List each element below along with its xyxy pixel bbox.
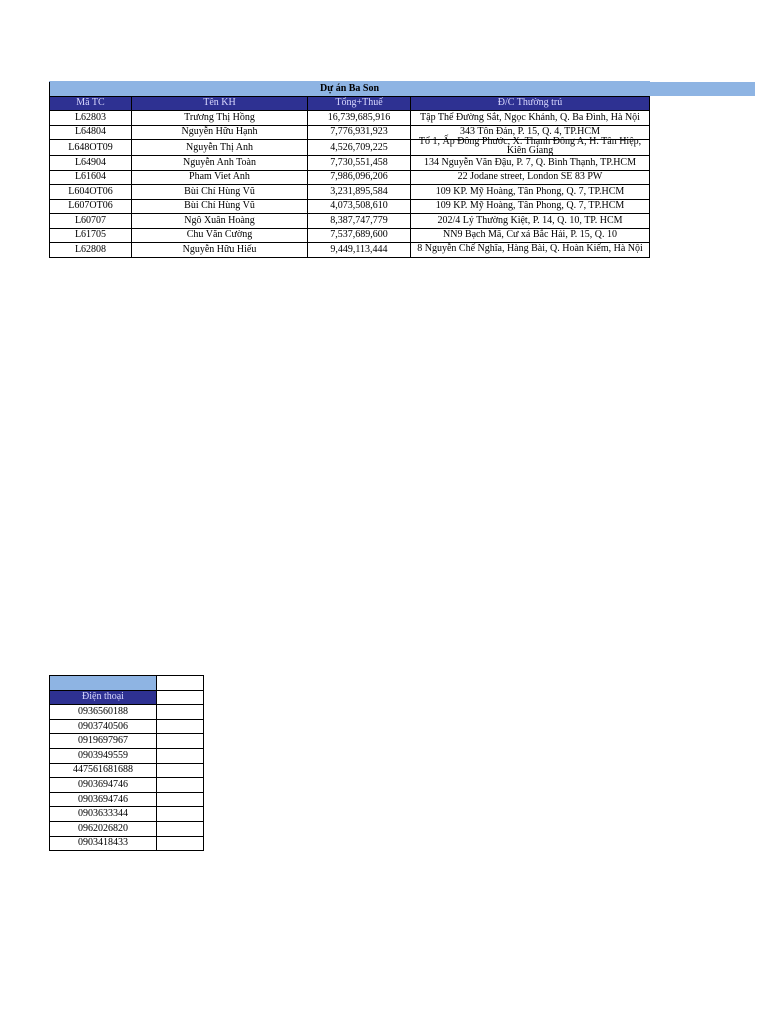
phone-table [49,675,204,851]
table-row [50,140,650,156]
table-row [50,185,650,200]
cell-address: Tập Thể Đường Sắt, Ngọc Khánh, Q. Ba Đình, Hà Nội [411,111,650,126]
phone-number: 0903949559 [50,748,157,763]
cell-code: L604OT06 [50,185,132,200]
cell-code: L64804 [50,125,132,140]
phone-row [50,778,204,793]
cell-address: 109 KP. Mỹ Hoàng, Tân Phong, Q. 7, TP.HCM [411,199,650,214]
cell-name: Nguyễn Anh Toàn [132,156,308,171]
cell-total: 7,776,931,923 [308,125,411,140]
cell-total: 4,073,508,610 [308,199,411,214]
header-name: Tên KH [132,96,308,111]
table-row [50,199,650,214]
cell-code: L648OT09 [50,140,132,156]
cell-total: 7,730,551,458 [308,156,411,171]
cell-address: 109 KP. Mỹ Hoàng, Tân Phong, Q. 7, TP.HCM [411,185,650,200]
project-title: Dự án Ba Son [50,82,650,97]
cell-code: L61604 [50,170,132,185]
phone-number: 0919697967 [50,734,157,749]
header-fill-band [649,82,755,96]
phone-row [50,705,204,720]
table-row [50,228,650,243]
phone-row [50,763,204,778]
cell-total: 16,739,685,916 [308,111,411,126]
phone-header: Điện thoại [50,690,157,705]
table-row [50,243,650,258]
cell-total: 3,231,895,584 [308,185,411,200]
phone-extra-cell [157,676,204,691]
phone-extra-cell [157,705,204,720]
phone-extra-cell [157,778,204,793]
phone-number: 0903740506 [50,719,157,734]
cell-address: 134 Nguyễn Văn Đậu, P. 7, Q. Bình Thạnh, TP.HCM [411,156,650,171]
phone-blank-cell [50,676,157,691]
phone-number: 0962026820 [50,821,157,836]
address-wrapped-text: 8 Nguyễn Chế Nghĩa, Hàng Bài, Q. Hoàn Kiếm, Hà Nội [417,242,643,254]
phone-extra-cell [157,836,204,851]
phone-extra-cell [157,734,204,749]
phone-number: 0903418433 [50,836,157,851]
cell-total: 7,537,689,600 [308,228,411,243]
phone-number: 0903694746 [50,792,157,807]
phone-number: 0903633344 [50,807,157,822]
phone-row [50,748,204,763]
cell-code: L64904 [50,156,132,171]
phone-extra-cell [157,763,204,778]
cell-total: 4,526,709,225 [308,140,411,156]
phone-extra-cell [157,690,204,705]
cell-name: Pham Viet Anh [132,170,308,185]
phone-row [50,807,204,822]
table-header-row [50,96,650,111]
phone-header-row [50,690,204,705]
phone-extra-cell [157,807,204,822]
cell-code: L62803 [50,111,132,126]
table-row [50,156,650,171]
phone-blank-row [50,676,204,691]
cell-address: 202/4 Lý Thường Kiệt, P. 14, Q. 10, TP. HCM [411,214,650,229]
header-total: Tổng+Thuế [308,96,411,111]
phone-extra-cell [157,792,204,807]
table-row [50,214,650,229]
cell-code: L607OT06 [50,199,132,214]
phone-extra-cell [157,821,204,836]
cell-code: L62808 [50,243,132,258]
header-address: Đ/C Thường trú [411,96,650,111]
cell-total: 7,986,096,206 [308,170,411,185]
table-title-row [50,82,650,97]
cell-total: 9,449,113,444 [308,243,411,258]
cell-name: Chu Văn Cường [132,228,308,243]
cell-code: L61705 [50,228,132,243]
cell-name: Nguyễn Hữu Hạnh [132,125,308,140]
phone-number: 0936560188 [50,705,157,720]
customer-table [49,81,650,258]
cell-name: Trương Thị Hồng [132,111,308,126]
cell-name: Nguyễn Thị Anh [132,140,308,156]
phone-extra-cell [157,748,204,763]
cell-address: 343 Tôn Đản, P. 15, Q. 4, TP.HCM [411,125,650,140]
phone-row [50,792,204,807]
header-code: Mã TC [50,96,132,111]
phone-extra-cell [157,719,204,734]
cell-address: NN9 Bạch Mã, Cư xá Bắc Hải, P. 15, Q. 10 [411,228,650,243]
cell-name: Nguyễn Hữu Hiếu [132,243,308,258]
cell-address [411,136,650,156]
phone-row [50,836,204,851]
table-row [50,170,650,185]
cell-address: 22 Jodane street, London SE 83 PW [411,170,650,185]
phone-row [50,719,204,734]
phone-row [50,821,204,836]
cell-name: Bùi Chí Hùng Vũ [132,199,308,214]
phone-row [50,734,204,749]
cell-name: Bùi Chí Hùng Vũ [132,185,308,200]
cell-name: Ngô Xuân Hoàng [132,214,308,229]
cell-total: 8,387,747,779 [308,214,411,229]
phone-number: 447561681688 [50,763,157,778]
cell-code: L60707 [50,214,132,229]
table-row [50,111,650,126]
cell-address [411,243,650,258]
address-wrapped-text: Tổ 1, Ấp Đông Phước, X. Thạnh Đông A, H. Tân Hiệp, Kiên Giang [418,136,642,156]
phone-number: 0903694746 [50,778,157,793]
